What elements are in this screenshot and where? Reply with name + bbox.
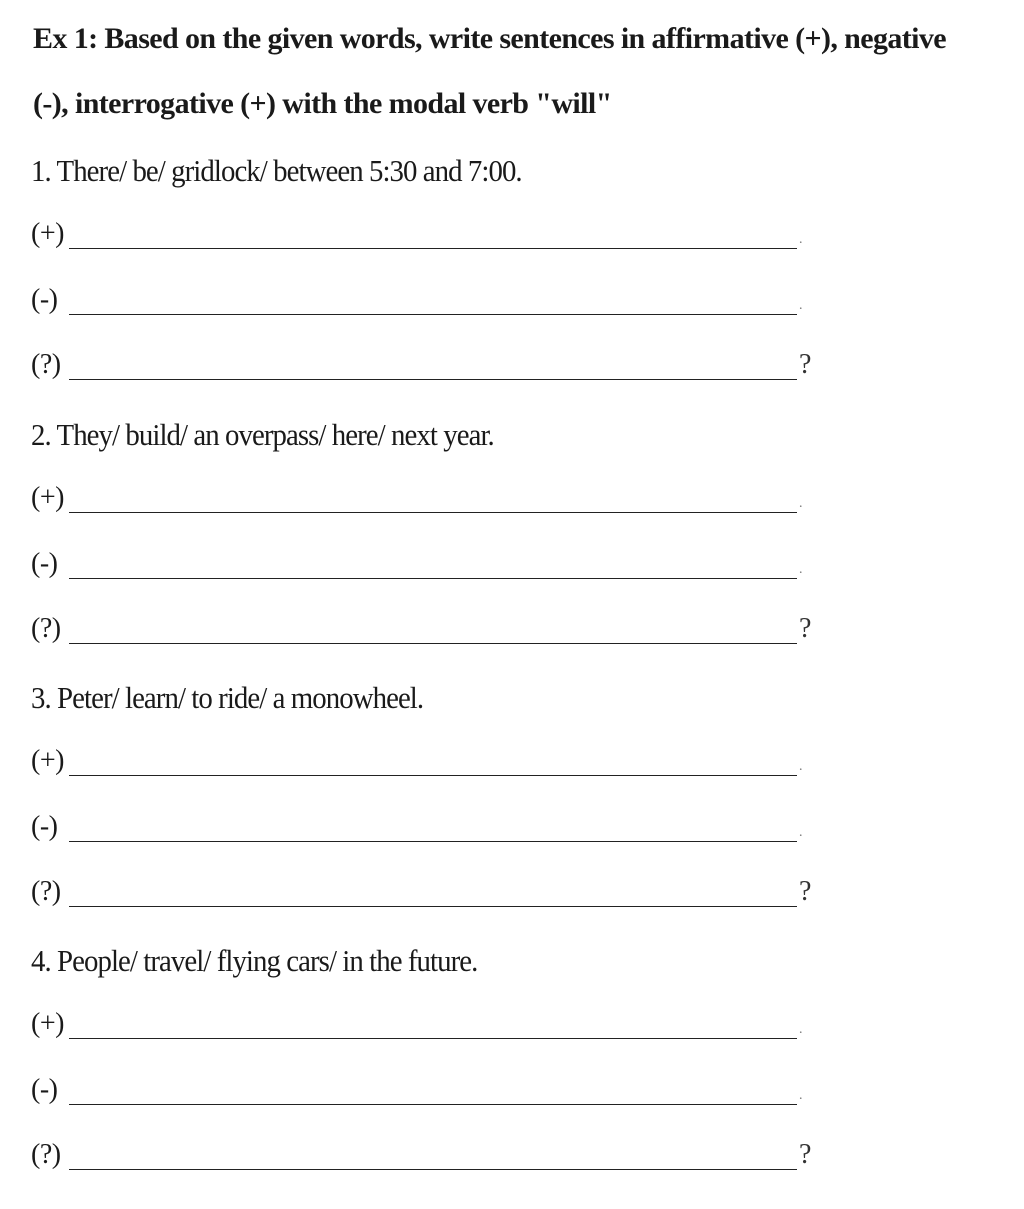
answer-end-mark: . [799,1088,803,1103]
answer-blank-line[interactable] [69,1104,797,1105]
answer-end-mark: ? [799,1139,812,1170]
answer-label: (-) [31,284,58,315]
answer-end-mark: ? [799,349,812,380]
answer-blank-line[interactable] [69,1169,797,1170]
answer-affirmative [31,1008,803,1048]
answer-label: (-) [31,1074,58,1105]
answer-label: (?) [31,876,61,907]
answer-blank-line[interactable] [69,775,797,776]
answer-interrogative [31,1139,812,1179]
answer-interrogative [31,876,812,916]
answer-negative [31,1074,803,1114]
answer-label: (?) [31,349,61,380]
answer-affirmative [31,482,803,522]
answer-affirmative [31,218,803,258]
answer-interrogative [31,613,812,653]
exercise-prompt: 3. Peter/ learn/ to ride/ a monowheel. [31,680,424,715]
answer-end-mark: ? [799,613,812,644]
answer-label: (-) [31,548,58,579]
answer-label: (-) [31,811,58,842]
answer-end-mark: . [799,232,803,247]
answer-blank-line[interactable] [69,379,797,380]
exercise-prompt: 1. There/ be/ gridlock/ between 5:30 and 7:00. [31,153,522,188]
answer-label: (+) [31,1008,64,1039]
answer-end-mark: . [799,496,803,511]
answer-blank-line[interactable] [69,248,797,249]
answer-end-mark: . [799,825,803,840]
answer-negative [31,548,803,588]
answer-end-mark: . [799,562,803,577]
answer-label: (?) [31,613,61,644]
answer-end-mark: . [799,759,803,774]
instruction-line-1: Ex 1: Based on the given words, write sentences in affirmative (+), negative [33,22,947,55]
answer-end-mark: . [799,1022,803,1037]
answer-blank-line[interactable] [69,578,797,579]
answer-end-mark: ? [799,876,812,907]
exercise-prompt: 2. They/ build/ an overpass/ here/ next year. [31,417,494,452]
answer-interrogative [31,349,812,389]
exercise-prompt: 4. People/ travel/ flying cars/ in the future. [31,943,478,978]
answer-label: (?) [31,1139,61,1170]
answer-label: (+) [31,745,64,776]
answer-affirmative [31,745,803,785]
answer-end-mark: . [799,298,803,313]
answer-negative [31,284,803,324]
answer-blank-line[interactable] [69,906,797,907]
answer-label: (+) [31,218,64,249]
answer-blank-line[interactable] [69,1038,797,1039]
answer-blank-line[interactable] [69,643,797,644]
answer-blank-line[interactable] [69,314,797,315]
answer-label: (+) [31,482,64,513]
answer-negative [31,811,803,851]
answer-blank-line[interactable] [69,512,797,513]
answer-blank-line[interactable] [69,841,797,842]
instruction-line-2: (-), interrogative (+) with the modal verb "will" [33,87,612,120]
